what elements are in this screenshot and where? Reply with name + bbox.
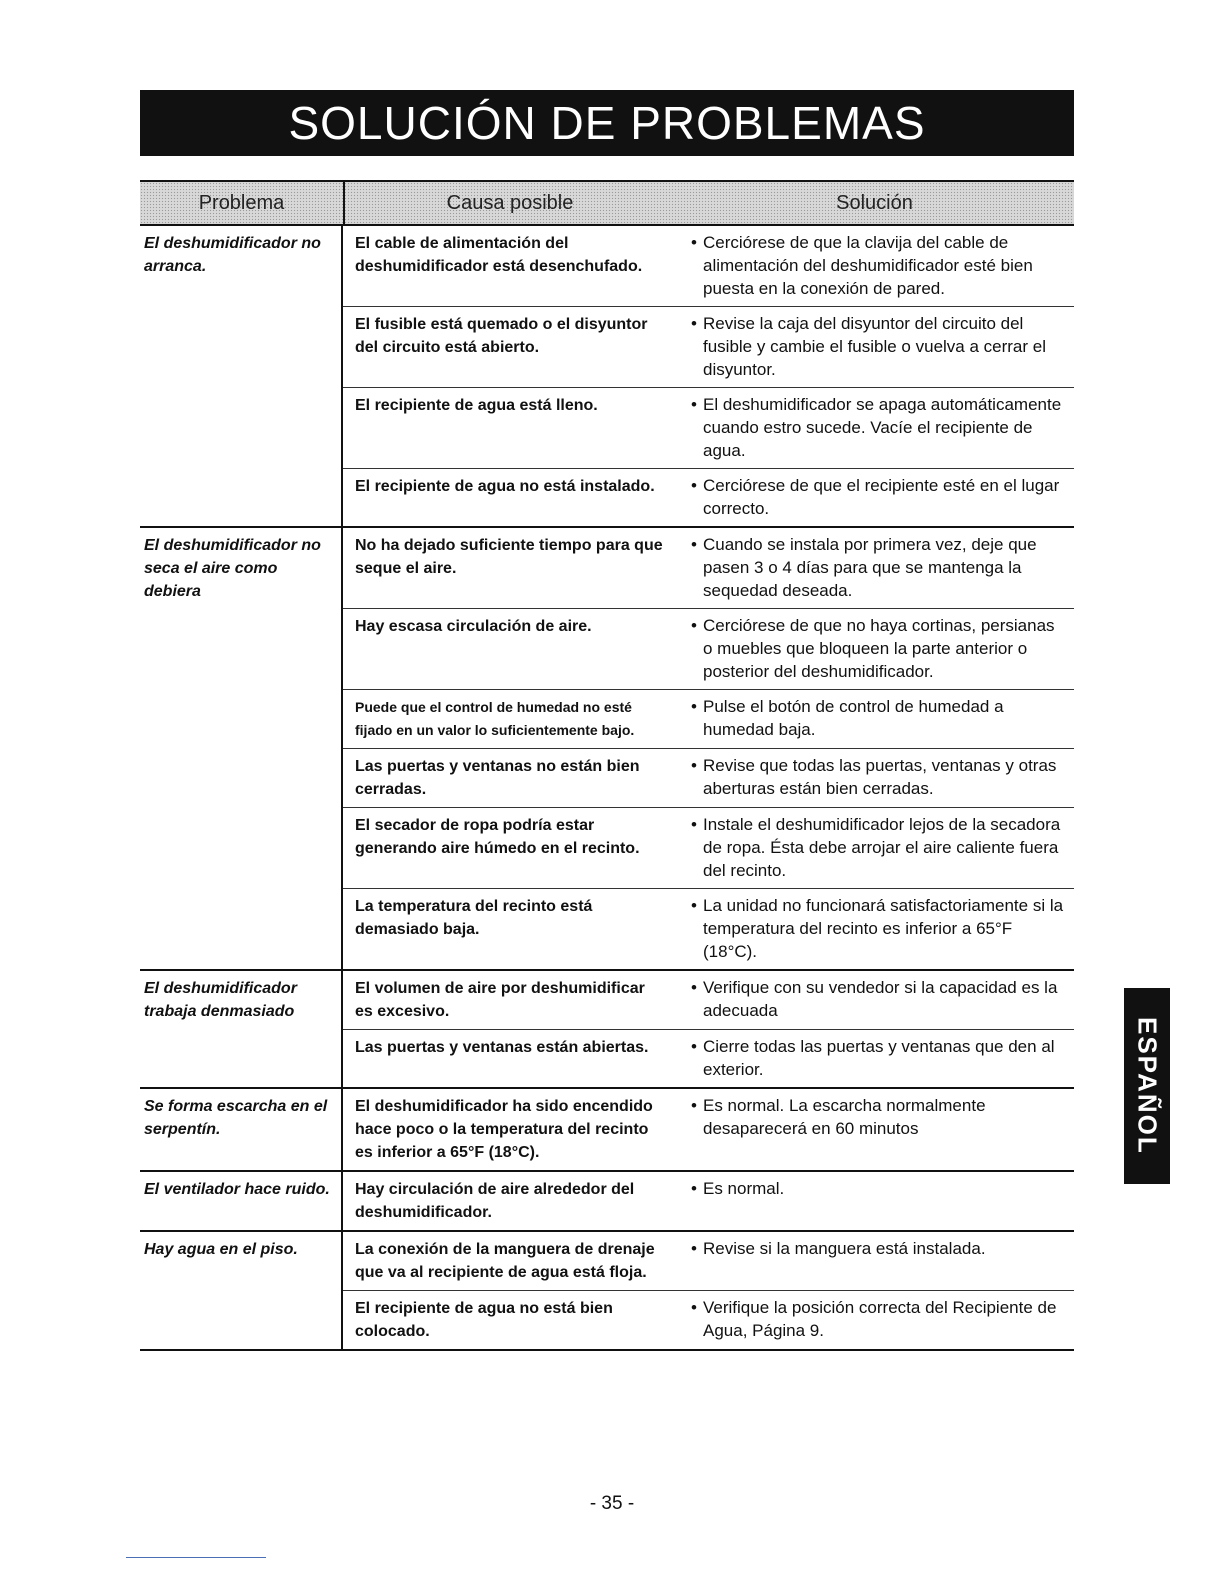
page-number: - 35 - [589, 1493, 635, 1514]
cause-cell: El recipiente de agua no está bien colocado. [355, 1300, 613, 1340]
cause-cell: Hay escasa circulación de aire. [355, 618, 592, 635]
problem-group [140, 528, 1074, 971]
solution-cell: • Revise si la manguera está instalada. [673, 1232, 1074, 1290]
cause-cell: El volumen de aire por deshumidificar es excesivo. [355, 980, 645, 1020]
table-row [343, 971, 1074, 1030]
table-row [343, 1089, 1074, 1170]
solution-cell: • Revise que todas las puertas, ventanas y otras aberturas están bien cerradas. [673, 749, 1074, 807]
problem-group [140, 1089, 1074, 1172]
table-row [343, 307, 1074, 388]
table-row [343, 1291, 1074, 1349]
header-problem: Problema [140, 182, 345, 224]
table-row [343, 1232, 1074, 1291]
problem-cell: Hay agua en el piso. [140, 1232, 343, 1349]
solution-cell: • Pulse el botón de control de humedad a humedad baja. [673, 690, 1074, 748]
solution-cell: • La unidad no funcionará satisfactoriamente si la temperatura del recinto es inferior a 65°F (18°C). [673, 889, 1074, 969]
problem-cell: El deshumidificador trabaja denmasiado [140, 971, 343, 1087]
table-row [343, 1172, 1074, 1230]
table-row [343, 528, 1074, 609]
language-tab [1124, 988, 1170, 1184]
problem-cell: El deshumidificador no seca el aire como debiera [140, 528, 343, 969]
problem-group [140, 1172, 1074, 1232]
solution-cell: • Es normal. La escarcha normalmente desaparecerá en 60 minutos [673, 1089, 1074, 1170]
problem-group [140, 971, 1074, 1089]
solution-cell: • Cerciórese de que la clavija del cable de alimentación del deshumidificador esté bien puesta en la conexión de pared. [673, 226, 1074, 306]
cause-cell: El secador de ropa podría estar generando aire húmedo en el recinto. [355, 817, 640, 857]
table-row [343, 469, 1074, 526]
cause-cell: El cable de alimentación del deshumidificador está desenchufado. [355, 235, 643, 275]
cause-cell: No ha dejado suficiente tiempo para que seque el aire. [355, 537, 663, 577]
solution-cell: • Cerciórese de que no haya cortinas, persianas o muebles que bloqueen la parte anterior o posterior del deshumidificador. [673, 609, 1074, 689]
cause-cell: El deshumidificador ha sido encendido hace poco o la temperatura del recinto es inferior a 65°F (18°C). [355, 1098, 653, 1161]
table-header [140, 180, 1074, 226]
table-row [343, 749, 1074, 808]
table-row [343, 889, 1074, 969]
problem-group [140, 1232, 1074, 1351]
solution-cell: • Instale el deshumidificador lejos de la secadora de ropa. Ésta debe arrojar el aire caliente fuera del recinto. [673, 808, 1074, 888]
table-row [343, 690, 1074, 749]
table-row [343, 388, 1074, 469]
table-row [343, 1030, 1074, 1087]
problem-group [140, 226, 1074, 528]
cause-cell: La temperatura del recinto está demasiado baja. [355, 898, 593, 938]
solution-cell: • Cierre todas las puertas y ventanas que den al exterior. [673, 1030, 1074, 1087]
solution-cell: • Verifique la posición correcta del Recipiente de Agua, Página 9. [673, 1291, 1074, 1349]
problem-cell: Se forma escarcha en el serpentín. [140, 1089, 343, 1170]
solution-cell: • Cuando se instala por primera vez, deje que pasen 3 o 4 días para que se mantenga la sequedad deseada. [673, 528, 1074, 608]
table-row [343, 226, 1074, 307]
problem-cell: El ventilador hace ruido. [140, 1172, 343, 1230]
footer-divider [126, 1557, 266, 1558]
table-row [343, 609, 1074, 690]
troubleshooting-table [140, 180, 1074, 1351]
cause-cell: Las puertas y ventanas están abiertas. [355, 1039, 649, 1056]
table-row [343, 808, 1074, 889]
cause-cell: El recipiente de agua no está instalado. [355, 478, 655, 495]
problem-cell: El deshumidificador no arranca. [140, 226, 343, 526]
header-cause: Causa posible [446, 191, 574, 214]
cause-cell: El recipiente de agua está lleno. [355, 397, 598, 414]
solution-cell: • Cerciórese de que el recipiente esté en el lugar correcto. [673, 469, 1074, 526]
cause-cell: La conexión de la manguera de drenaje que va al recipiente de agua está floja. [355, 1241, 655, 1281]
cause-cell: El fusible está quemado o el disyuntor del circuito está abierto. [355, 316, 648, 356]
cause-cell: Hay circulación de aire alrededor del deshumidificador. [355, 1181, 635, 1221]
solution-cell: • Verifique con su vendedor si la capacidad es la adecuada [673, 971, 1074, 1029]
language-tab-label: ESPAÑOL [1132, 1017, 1163, 1155]
solution-cell: • Revise la caja del disyuntor del circuito del fusible y cambie el fusible o vuelva a cerrar el disyuntor. [673, 307, 1074, 387]
solution-cell: • Es normal. [673, 1172, 1074, 1230]
solution-cell: • El deshumidificador se apaga automáticamente cuando estro sucede. Vacíe el recipiente de agua. [673, 388, 1074, 468]
page-title: SOLUCIÓN DE PROBLEMAS [140, 90, 1074, 156]
cause-cell: Las puertas y ventanas no están bien cerradas. [355, 758, 640, 798]
cause-cell: Puede que el control de humedad no esté fijado en un valor lo suficientemente bajo. [355, 699, 635, 738]
header-solution: Solución [836, 191, 913, 214]
